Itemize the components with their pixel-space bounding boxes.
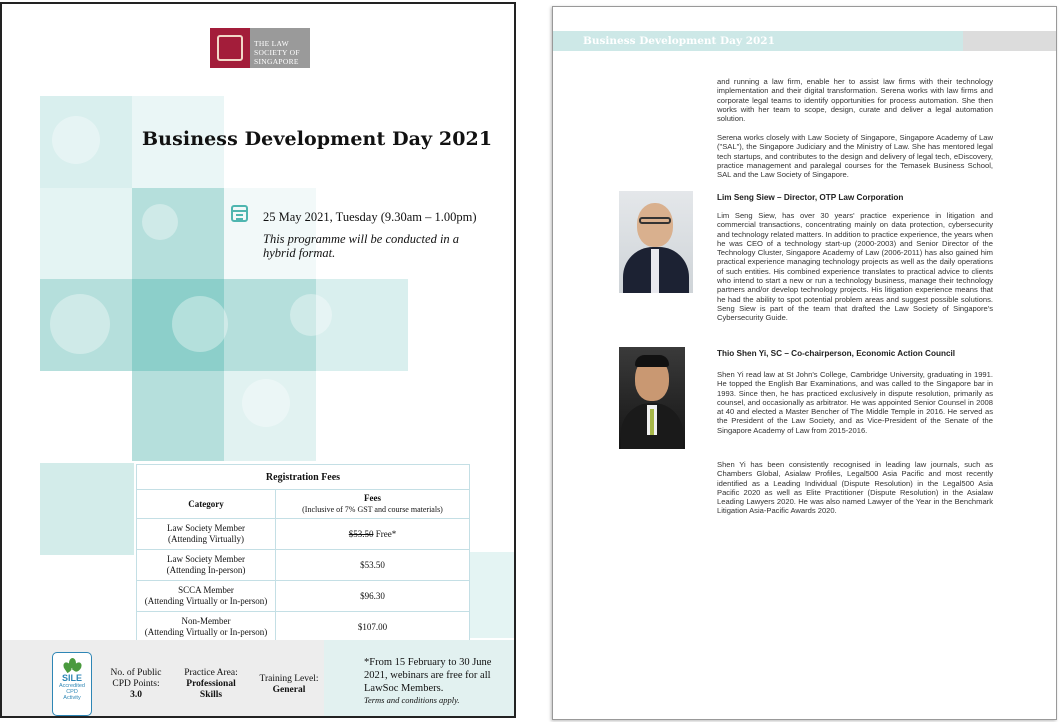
note-text: *From 15 February to 30 June 2021, webinars are free for all LawSoc Members. — [364, 657, 492, 694]
sile-name: SILE — [61, 673, 82, 683]
row-category: Law Society Member — [167, 554, 245, 564]
row-fee: Free* — [375, 528, 397, 539]
sile-line-1: Accredited — [59, 683, 85, 689]
col-fees-sub: (Inclusive of 7% GST and course materials) — [302, 505, 443, 514]
practice-label: Practice Area: — [184, 668, 238, 678]
cpd-label-1: No. of Public — [110, 668, 162, 678]
law-society-logo — [210, 28, 310, 68]
sile-accreditation-badge — [52, 652, 92, 716]
table-row — [137, 550, 470, 581]
row-old-fee: $53.50 — [348, 528, 374, 539]
speaker-photo-thio — [619, 347, 685, 449]
registration-fees-table — [136, 464, 470, 643]
speaker-bio-thio-2: Shen Yi has been consistently recognised in leading law journals, such as Chambers Global, Asialaw Profiles, Legal500 Asia Pacific and most recently identified as a Leading Individual (Dispute Resolution) in the Legal500 Asia Pacific 2020 as well as Elite Practitioner (Dispute Resolution) in the Asialaw Leading Lawyers 2020. He was also named Lawyer of the Year in the Benchmark Litigation Asia-Pacific Awards 2020. — [717, 460, 993, 516]
paragraph: and running a law firm, enable her to assist law firms with their technology implementation and their digital transformation. Serena works with law firms and corporate legal teams to identify opportunities for process automation. She then works with her team to scope, design, curate and deliver a legal automation solution. — [717, 77, 993, 124]
fees-caption: Registration Fees — [137, 465, 470, 490]
speaker-name-thio: Thio Shen Yi, SC – Co-chairperson, Economic Action Council — [717, 349, 956, 358]
row-fee: $53.50 — [360, 559, 385, 570]
paragraph: Serena works closely with Law Society of Singapore, Singapore Academy of Law ("SAL"), the Singapore Judiciary and the Ministry of Law. She has mentored legal tech startups, and contributes to the design and delivery of legal tech, eDiscovery, practice management and paralegal courses for the Temasek Business School, SAL and the Law Society of Singapore. — [717, 133, 993, 180]
practice-value-1: Professional — [186, 679, 236, 689]
row-mode: (Attending Virtually or In-person) — [144, 596, 268, 606]
row-category: SCCA Member — [178, 585, 234, 595]
cpd-points — [106, 668, 166, 701]
level-label: Training Level: — [259, 674, 319, 684]
table-row — [137, 519, 470, 550]
brochure-page-left — [0, 2, 516, 718]
page-title: Business Development Day 2021 — [142, 128, 493, 150]
practice-value-2: Skills — [199, 690, 223, 700]
row-fee: $107.00 — [357, 621, 388, 632]
cpd-value: 3.0 — [130, 690, 142, 700]
speaker-bio-thio-1: Shen Yi read law at St John's College, Cambridge University, graduating in 1991. He topped the English Bar Examinations, and was called to the Singapore bar in 1993. Since then, he has practiced exclusively in dispute resolution, primarily as counsel, and occasionally as arbitrator. He was appointed Senior Counsel in 2008 at 40 and elected a Master Bencher of The Middle Temple in 2016. He served as the President of the Law Society, and as Vice-President of the Senate of the Singapore Academy of Law from 2015-2016. — [717, 370, 993, 435]
crest-icon — [210, 28, 250, 68]
table-row — [137, 612, 470, 643]
cpd-label-2: CPD Points: — [112, 679, 160, 689]
table-row — [137, 581, 470, 612]
hybrid-note: This programme will be conducted in a hybrid format. — [263, 232, 460, 260]
row-category: Non-Member — [181, 616, 231, 626]
col-category-header: Category — [137, 490, 276, 519]
sile-line-3: Activity — [63, 695, 81, 701]
col-fees-header — [276, 490, 470, 519]
calendar-icon — [231, 205, 248, 222]
event-date: 25 May 2021, Tuesday (9.30am – 1.00pm) — [263, 210, 477, 224]
page-header: Business Development Day 2021 — [583, 35, 775, 47]
practice-area — [178, 668, 244, 701]
row-mode: (Attending Virtually) — [167, 534, 245, 544]
leaf-icon — [64, 658, 80, 674]
webinar-note — [364, 656, 509, 706]
speaker-name-lim: Lim Seng Siew – Director, OTP Law Corporation — [717, 193, 904, 202]
row-mode: (Attending In-person) — [166, 565, 246, 575]
row-category: Law Society Member — [167, 523, 245, 533]
speaker-bio-lim: Lim Seng Siew, has over 30 years' practice experience in litigation and commercial transactions, concentrating mainly on data protection, cybersecurity and technology related matters. In addition to practice experience, the years when he was CEO of a technology start-up (2000-2003) and Senior Director of the Technology Cluster, Singapore Academy of Law (2006-2011) has also gained him practical experience managing technology projects as well as the daily operations of such entities. His combined experience translates to practical advice to clients who intend to start a new or run a technology business, manage their technology partners and/or develop technology projects. His litigation experience means that he had the ability to spot potential problem areas and suggest possible solutions. Seng Siew is part of the team that drafted the Law Society of Singapore's Cybersecurity Guide. — [717, 211, 993, 323]
brochure-page-right — [552, 6, 1057, 720]
logo-text: THE LAW SOCIETY OF SINGAPORE — [250, 28, 310, 68]
speaker-photo-lim — [619, 191, 693, 293]
training-level — [254, 674, 324, 696]
level-value: General — [272, 685, 306, 695]
terms-text: Terms and conditions apply. — [364, 695, 460, 705]
col-fees-label: Fees — [364, 493, 381, 503]
row-fee: $96.30 — [360, 590, 385, 601]
sile-line-2: CPD — [66, 689, 78, 695]
row-mode: (Attending Virtually or In-person) — [144, 627, 268, 637]
